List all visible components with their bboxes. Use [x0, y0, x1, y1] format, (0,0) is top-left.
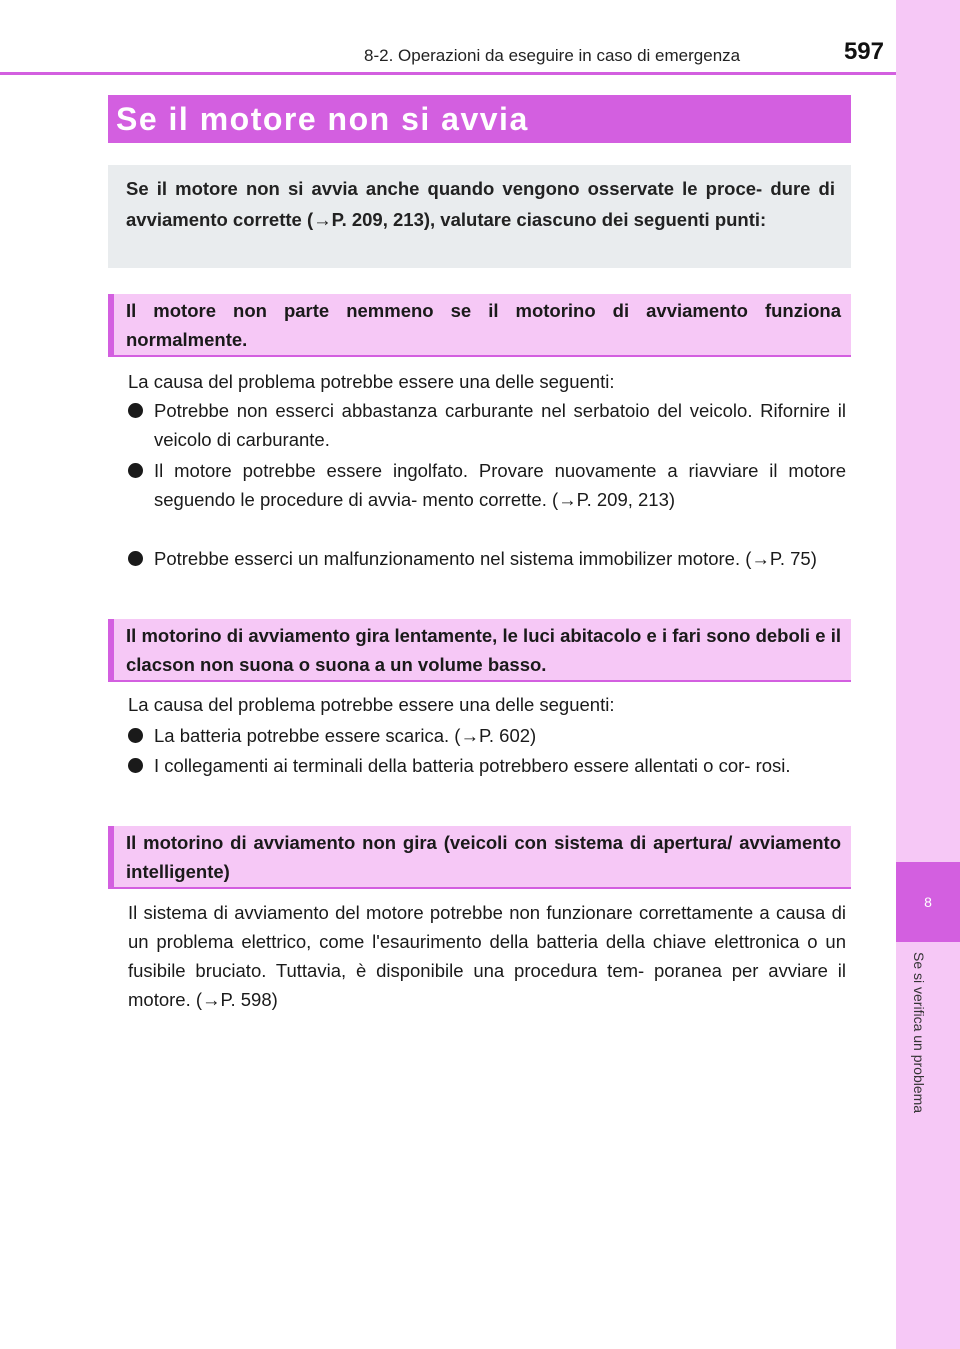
bullet-text: La batteria potrebbe essere scarica. (→P. 602) — [154, 725, 537, 746]
section-3-body: Il sistema di avviamento del motore potrebbe non funzionare correttamente a causa di un problema elettrico, come l'esaurimento della batteria della chiave elettronica o un fusibile bruciato. Tuttavia, è disponibile una procedura tem- poranea per avviare il motore. (→P. 598) — [128, 902, 846, 1010]
bullet-dot-icon — [128, 463, 143, 478]
page-title-band — [108, 95, 851, 143]
section-1-bullet-1 — [128, 396, 846, 454]
bullet-dot-icon — [128, 728, 143, 743]
intro-box: Se il motore non si avvia anche quando vengono osservate le proce- dure di avviamento corrette (→P. 209, 213), valutare ciascuno dei seguenti punti: — [108, 165, 851, 268]
section-2-lead: La causa del problema potrebbe essere una delle seguenti: — [128, 694, 615, 715]
chapter-title-vertical: Se si verifica un problema — [911, 952, 927, 1114]
section-heading-2: Il motorino di avviamento gira lentamente, le luci abitacolo e i fari sono deboli e il clacson non suona o suona a un volume basso. — [108, 619, 851, 682]
section-2-bullet-2 — [128, 751, 846, 780]
chapter-number-tab — [896, 862, 960, 942]
page-number: 597 — [843, 38, 884, 65]
header-section-title: 8-2. Operazioni da eseguire in caso di emergenza — [364, 46, 741, 65]
bullet-dot-icon — [128, 403, 143, 418]
bullet-text: Il motore potrebbe essere ingolfato. Provare nuovamente a riavviare il motore seguendo le procedure di avvia- mento corrette. (→P. 209, 213) — [154, 460, 846, 510]
header-rule — [0, 72, 896, 75]
section-2-bullet-1 — [128, 721, 846, 750]
bullet-text: I collegamenti ai terminali della batteria potrebbero essere allentati o cor- rosi. — [154, 755, 791, 776]
section-1-bullet-2 — [128, 456, 846, 514]
section-heading-1: Il motore non parte nemmeno se il motorino di avviamento funziona normalmente. — [108, 294, 851, 357]
bullet-dot-icon — [128, 758, 143, 773]
bullet-text: Potrebbe non esserci abbastanza carburante nel serbatoio del veicolo. Rifornire il veicolo di carburante. — [154, 400, 846, 450]
page-title: Se il motore non si avvia — [116, 100, 529, 137]
section-heading-3: Il motorino di avviamento non gira (veicoli con sistema di apertura/ avviamento intelligente) — [108, 826, 851, 889]
section-1-lead: La causa del problema potrebbe essere una delle seguenti: — [128, 371, 615, 392]
chapter-number: 8 — [924, 894, 932, 910]
bullet-dot-icon — [128, 551, 143, 566]
bullet-text: Potrebbe esserci un malfunzionamento nel sistema immobilizer motore. (→P. 75) — [154, 548, 817, 569]
section-1-bullet-3 — [128, 544, 846, 573]
